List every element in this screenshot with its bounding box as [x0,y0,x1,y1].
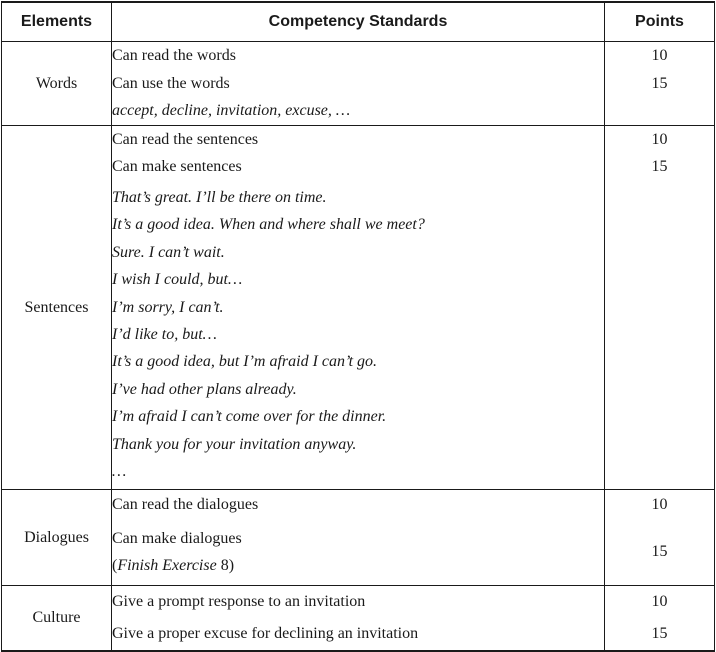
table-row [2,490,715,520]
points-cell: 10 [605,126,715,154]
table-row [2,42,715,71]
table-row [2,126,715,154]
standard-cell: Give a prompt response to an invitation [112,586,605,619]
sentence-example: It’s a good idea. When and where shall we meet? [112,216,425,234]
note-open-paren: ( [112,557,118,575]
dialogue-standard: Can make dialogues [112,530,242,548]
points-cell: 15 [605,153,715,180]
competency-table [1,1,715,652]
sentence-example: I wish I could, but… [112,271,243,289]
header-points: Points [605,2,715,42]
note-number: 8) [216,557,235,575]
standard-cell: Can make sentences [112,153,605,180]
points-cell: 10 [605,490,715,520]
exercise-note [112,552,604,579]
header-row [2,2,715,42]
standard-cell: Can read the dialogues [112,490,605,520]
sentence-example: I’m afraid I can’t come over for the dinner. [112,408,387,426]
header-elements: Elements [2,2,112,42]
points-cell: 15 [605,618,715,651]
points-cell: 10 [605,586,715,619]
standard-cell: Can read the sentences [112,126,605,154]
sentence-example: Thank you for your invitation anyway. [112,435,357,453]
sentence-example: It’s a good idea, but I’m afraid I can’t go. [112,353,378,371]
points-cell-empty [605,180,715,490]
element-culture: Culture [2,586,112,652]
standard-cell: Can read the words [112,42,605,71]
note-italic: Finish Exercise [117,557,217,575]
points-cell-empty [605,97,715,126]
standard-cell: Give a proper excuse for declining an invitation [112,618,605,651]
sentence-example: I’d like to, but… [112,325,217,343]
element-sentences: Sentences [2,126,112,490]
standard-cell [112,519,605,586]
sentence-example: I’ve had other plans already. [112,380,297,398]
sentence-example: Sure. I can’t wait. [112,243,225,261]
sentence-examples [112,180,605,490]
header-standards: Competency Standards [112,2,605,42]
standard-cell: Can use the words [112,70,605,97]
table-row [2,586,715,619]
sentence-example: That’s great. I’ll be there on time. [112,189,327,206]
element-dialogues: Dialogues [2,490,112,586]
points-cell: 10 [605,42,715,71]
points-cell: 15 [605,70,715,97]
element-words: Words [2,42,112,126]
points-cell: 15 [605,519,715,586]
sentence-example: I’m sorry, I can’t. [112,298,224,316]
sentence-example: … [112,462,127,480]
word-examples: accept, decline, invitation, excuse, … [112,97,605,126]
